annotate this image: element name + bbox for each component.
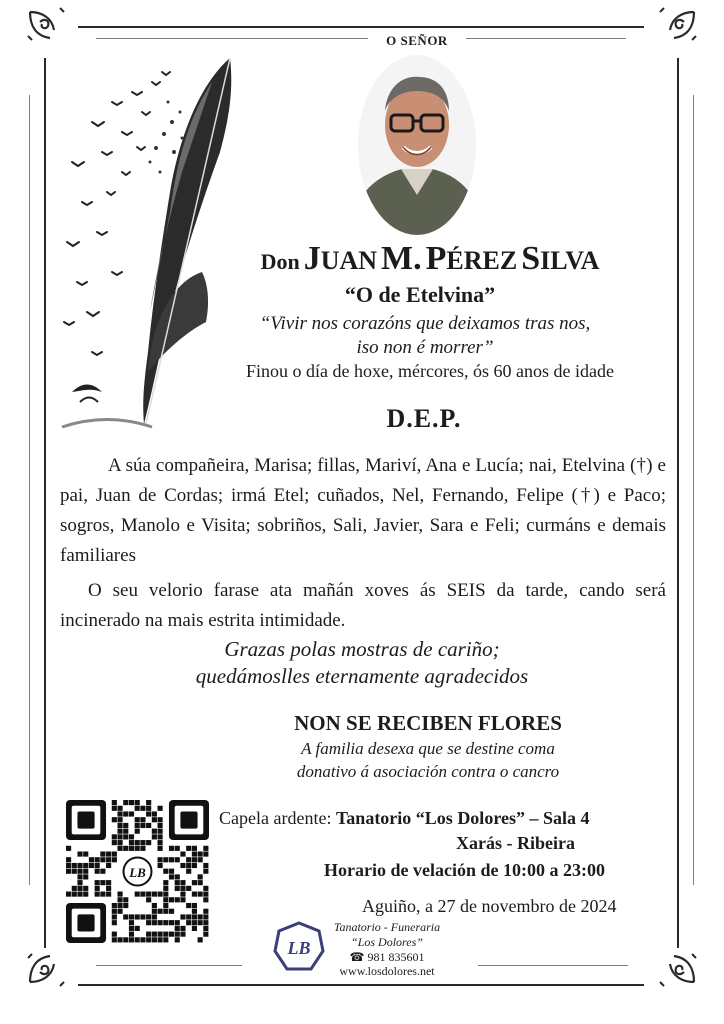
quote-line-2: iso non é morrer” (356, 337, 494, 358)
thanks-line-2: quedámoslles eternamente agradecidos (195, 664, 529, 688)
name-last1-initial: P (425, 240, 447, 277)
funeral-home-web[interactable]: www.losdolores.net (339, 964, 435, 978)
frame-inner-bottom-right (478, 965, 628, 966)
frame-inner-bottom-left (96, 965, 242, 966)
chapel-place: Tanatorio “Los Dolores” – Sala 4 (335, 808, 590, 828)
ornament-corner-icon (652, 6, 698, 46)
frame-inner-right-line (693, 95, 694, 885)
chapel-label: Capela ardente: (219, 808, 332, 828)
name-last2-initial: S (521, 240, 541, 277)
name-middle: M. (381, 240, 422, 277)
quote-line-1: “Vivir nos corazóns que deixamos tras nos, (259, 313, 591, 334)
name-last2-rest: ILVA (540, 246, 600, 275)
dep-heading: D.E.P. (386, 404, 462, 433)
name-first-initial: J (303, 240, 321, 277)
frame-bottom-line (78, 984, 644, 986)
frame-inner-top-line (96, 38, 368, 39)
funeral-home-phone (326, 950, 448, 965)
header-title: O SEÑOR (386, 33, 448, 48)
frame-inner-left-line (29, 95, 30, 885)
ornament-corner-icon (26, 948, 72, 988)
death-notice: Finou o día de hoxe, mércores, ós 60 anos de idade (246, 361, 614, 381)
logo-text: LB (287, 938, 311, 958)
thanks-line-1: Grazas polas mostras de cariño; (224, 637, 500, 661)
frame-inner-top-line-right (466, 38, 626, 39)
ornament-corner-icon (652, 948, 698, 988)
funeral-home-line-1: Tanatorio - Funeraria (333, 920, 441, 934)
chapel-line (219, 808, 659, 829)
phone-icon: ☎ (349, 950, 365, 964)
ornament-corner-icon (26, 6, 72, 46)
name-last1-rest: ÉREZ (446, 246, 518, 275)
frame-left-line (44, 58, 46, 948)
chapel-hours: Horario de velación de 10:00 a 23:00 (324, 860, 605, 880)
funeral-home-line-2: “Los Dolores” (351, 935, 423, 949)
flowers-title: NON SE RECIBEN FLORES (294, 711, 562, 735)
wake-text: O seu velorio farase ata mañán xoves ás SEIS da tarde, cando será incinerado na mais estrita intimidade. (60, 580, 666, 631)
frame-top-line (78, 26, 644, 28)
date-line: Aguiño, a 27 de novembro de 2024 (362, 896, 617, 916)
qr-code-icon (66, 800, 209, 943)
svg-text:LB: LB (129, 865, 146, 880)
name-first-rest: UAN (320, 246, 378, 275)
frame-right-line (677, 58, 679, 948)
funeral-home-logo-icon (273, 921, 325, 973)
portrait-photo (357, 55, 477, 236)
chapel-location: Xarás - Ribeira (456, 833, 575, 853)
family-text: A súa compañeira, Marisa; fillas, Mariví, Ana e Lucía; nai, Etelvina (†) e pai, Juan de Cordas; irmá Etel; cuñados, Nel, Fernando, Felipe (†) e Paco; sogros, Manolo e Visita; sobriños, Sali, Javier, Sara e Feli; curmáns e demais familiares (60, 455, 666, 566)
flowers-line-1: A familia desexa que se destine coma (301, 739, 555, 758)
qr-code[interactable] (66, 800, 209, 943)
phone-number: 981 835601 (367, 950, 425, 964)
name-prefix: Don (260, 249, 300, 274)
nickname: “O de Etelvina” (344, 282, 496, 307)
deceased-name (205, 240, 655, 278)
flowers-line-2: donativo á asociación contra o cancro (296, 762, 560, 781)
